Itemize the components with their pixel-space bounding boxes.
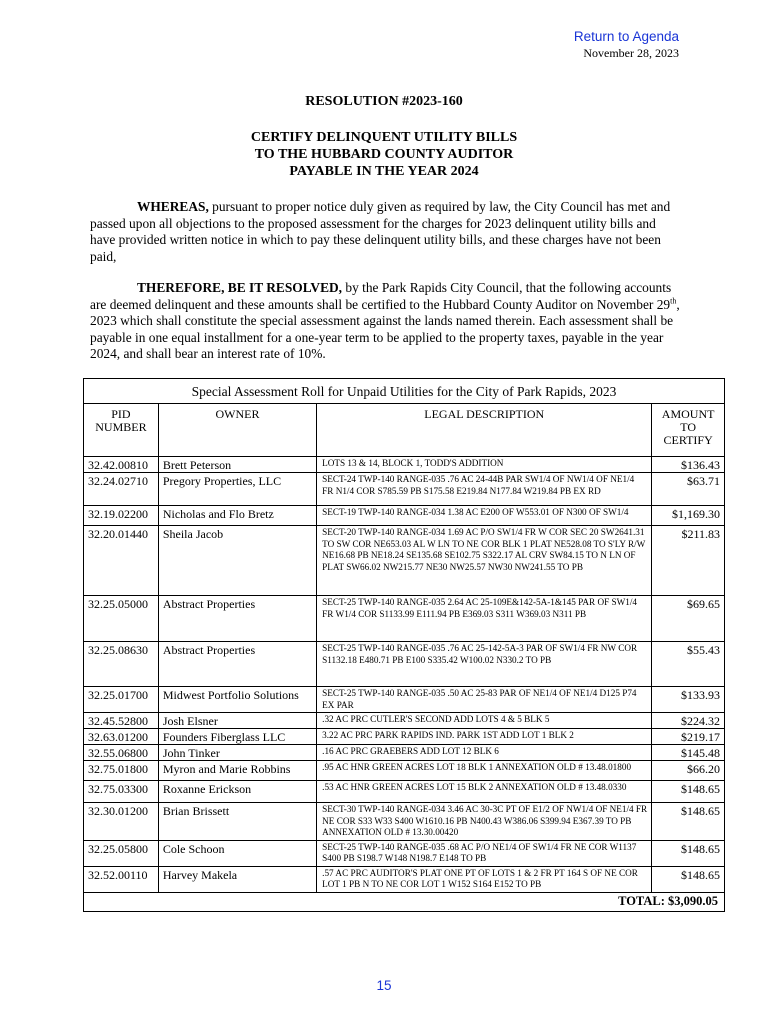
owner-cell: Brett Peterson (158, 457, 316, 473)
pid-cell: 32.75.03300 (84, 781, 159, 803)
amount-cell: $66.20 (652, 761, 725, 781)
table-row (84, 803, 725, 841)
owner-cell: Myron and Marie Robbins (158, 761, 316, 781)
whereas-text: pursuant to proper notice duly given as required by law, the City Council has met and passed upon all objections to the proposed assessment for the charges for 2023 delinquent utility bills and have provided written notice in which to pay these delinquent utility bills, and these charges have not been paid, (90, 199, 671, 264)
page-number: 15 (376, 978, 392, 993)
pid-cell: 32.55.06800 (84, 745, 159, 761)
table-body (84, 457, 725, 893)
title-line-3: PAYABLE IN THE YEAR 2024 (289, 164, 479, 179)
table-row (84, 506, 725, 526)
header-owner: OWNER (158, 404, 316, 457)
date-superscript: th (670, 296, 677, 306)
legal-cell: SECT-25 TWP-140 RANGE-035 2.64 AC 25-109E&142-5A-1&145 PAR OF SW1/4 FR W1/4 COR S1133.99 E111.94 PB E369.03 S311 W369.03 N311 PB (317, 596, 652, 642)
title-line-2: TO THE HUBBARD COUNTY AUDITOR (254, 147, 514, 162)
legal-cell: .95 AC HNR GREEN ACRES LOT 18 BLK 1 ANNEXATION OLD # 13.48.01800 (317, 761, 652, 781)
pid-cell: 32.25.05000 (84, 596, 159, 642)
legal-cell: SECT-25 TWP-140 RANGE-035 .50 AC 25-83 PAR OF NE1/4 OF NE1/4 D125 P74 EX PAR (317, 687, 652, 713)
table-row (84, 781, 725, 803)
header-amount: AMOUNT TO CERTIFY (652, 404, 725, 457)
owner-cell: Abstract Properties (158, 642, 316, 687)
table-row (84, 457, 725, 473)
legal-cell: SECT-24 TWP-140 RANGE-035 .76 AC 24-44B PAR SW1/4 OF NW1/4 OF NE1/4 FR N1/4 COR S785.59 PB S175.58 E219.84 N177.84 W219.84 PB EX RD (317, 473, 652, 506)
pid-cell: 32.19.02200 (84, 506, 159, 526)
pid-cell: 32.20.01440 (84, 526, 159, 596)
legal-cell: LOTS 13 & 14, BLOCK 1, TODD'S ADDITION (317, 457, 652, 473)
legal-cell: .16 AC PRC GRAEBERS ADD LOT 12 BLK 6 (317, 745, 652, 761)
table-caption: Special Assessment Roll for Unpaid Utilities for the City of Park Rapids, 2023 (84, 379, 725, 404)
legal-cell: .57 AC PRC AUDITOR'S PLAT ONE PT OF LOTS 1 & 2 FR PT 164 S OF NE COR LOT 1 PB N TO NE COR LOT 1 W152 S164 E152 TO PB (317, 866, 652, 892)
owner-cell: Midwest Portfolio Solutions (158, 687, 316, 713)
return-to-agenda-link[interactable]: Return to Agenda (573, 29, 679, 44)
amount-cell: $148.65 (652, 803, 725, 841)
owner-cell: Founders Fiberglass LLC (158, 729, 316, 745)
table-row (84, 473, 725, 506)
legal-cell: 3.22 AC PRC PARK RAPIDS IND. PARK 1ST ADD LOT 1 BLK 2 (317, 729, 652, 745)
amount-cell: $219.17 (652, 729, 725, 745)
pid-cell: 32.75.01800 (84, 761, 159, 781)
table-total: TOTAL: $3,090.05 (84, 892, 725, 911)
pid-cell: 32.25.05800 (84, 840, 159, 866)
owner-cell: Josh Elsner (158, 713, 316, 729)
amount-cell: $69.65 (652, 596, 725, 642)
pid-cell: 32.30.01200 (84, 803, 159, 841)
amount-cell: $55.43 (652, 642, 725, 687)
legal-cell: SECT-19 TWP-140 RANGE-034 1.38 AC E200 OF W553.01 OF N300 OF SW1/4 (317, 506, 652, 526)
title-line-1: CERTIFY DELINQUENT UTILITY BILLS (250, 130, 518, 145)
owner-cell: Pregory Properties, LLC (158, 473, 316, 506)
therefore-paragraph (90, 280, 680, 363)
resolution-number: RESOLUTION #2023-160 (305, 94, 463, 109)
header-legal: LEGAL DESCRIPTION (317, 404, 652, 457)
legal-cell: SECT-25 TWP-140 RANGE-035 .68 AC P/O NE1/4 OF SW1/4 FR NE COR W1137 S400 PB S198.7 W148 N198.7 E148 TO PB (317, 840, 652, 866)
table-row (84, 840, 725, 866)
therefore-text-b: , 2023 which shall constitute the special assessment against the lands named therein. Each assessment shall be payable in one equal installment for a one-year term to be applied to the property taxes, payable in the year 2024, and shall bear an interest rate of 10%. (90, 296, 680, 361)
amount-cell: $136.43 (652, 457, 725, 473)
pid-cell: 32.63.01200 (84, 729, 159, 745)
whereas-paragraph (90, 199, 680, 265)
amount-cell: $63.71 (652, 473, 725, 506)
legal-cell: .32 AC PRC CUTLER'S SECOND ADD LOTS 4 & 5 BLK 5 (317, 713, 652, 729)
table-row (84, 713, 725, 729)
pid-cell: 32.25.01700 (84, 687, 159, 713)
header-pid: PID NUMBER (84, 404, 159, 457)
amount-cell: $148.65 (652, 781, 725, 803)
amount-cell: $148.65 (652, 866, 725, 892)
pid-cell: 32.42.00810 (84, 457, 159, 473)
document-date: November 28, 2023 (583, 46, 679, 60)
amount-cell: $1,169.30 (652, 506, 725, 526)
owner-cell: Brian Brissett (158, 803, 316, 841)
therefore-text-a: by the Park Rapids City Council, that the following accounts are deemed delinquent and these amounts shall be certified to the Hubbard County Auditor on November 29 (90, 280, 672, 312)
table-row (84, 761, 725, 781)
table-row (84, 729, 725, 745)
amount-cell: $211.83 (652, 526, 725, 596)
legal-cell: SECT-30 TWP-140 RANGE-034 3.46 AC 30-3C PT OF E1/2 OF NW1/4 OF NE1/4 FR NE COR S33 W33 S400 W1610.16 PB N400.43 W386.06 S399.94 E367.39 TO PB ANNEXATION OLD # 13.30.00420 (317, 803, 652, 841)
table-row (84, 596, 725, 642)
legal-cell: .53 AC HNR GREEN ACRES LOT 15 BLK 2 ANNEXATION OLD # 13.48.0330 (317, 781, 652, 803)
table-row (84, 687, 725, 713)
legal-cell: SECT-20 TWP-140 RANGE-034 1.69 AC P/O SW1/4 FR W COR SEC 20 SW2641.31 TO SW COR NE653.03 AL W LN TO NE COR BLK 1 PLAT NE528.08 TO S'LY R/W NE16.68 PB NE18.24 SE135.68 SE102.75 S322.17 AL CRV SW84.15 TO N LN OF PLAT SW66.02 NW215.77 NE30 NW25.57 NW30 NW241.55 TO PB (317, 526, 652, 596)
owner-cell: Roxanne Erickson (158, 781, 316, 803)
owner-cell: Sheila Jacob (158, 526, 316, 596)
table-row (84, 745, 725, 761)
legal-cell: SECT-25 TWP-140 RANGE-035 .76 AC 25-142-5A-3 PAR OF SW1/4 FR NW COR S1132.18 E480.71 PB E100 S335.42 W100.02 N330.2 TO PB (317, 642, 652, 687)
pid-cell: 32.52.00110 (84, 866, 159, 892)
table-row (84, 642, 725, 687)
amount-cell: $133.93 (652, 687, 725, 713)
owner-cell: John Tinker (158, 745, 316, 761)
amount-cell: $148.65 (652, 840, 725, 866)
owner-cell: Cole Schoon (158, 840, 316, 866)
table-row (84, 526, 725, 596)
pid-cell: 32.25.08630 (84, 642, 159, 687)
assessment-roll-table (83, 378, 725, 912)
amount-cell: $224.32 (652, 713, 725, 729)
owner-cell: Nicholas and Flo Bretz (158, 506, 316, 526)
pid-cell: 32.45.52800 (84, 713, 159, 729)
amount-cell: $145.48 (652, 745, 725, 761)
pid-cell: 32.24.02710 (84, 473, 159, 506)
table-row (84, 866, 725, 892)
therefore-lead: THEREFORE, BE IT RESOLVED, (137, 280, 343, 295)
owner-cell: Abstract Properties (158, 596, 316, 642)
owner-cell: Harvey Makela (158, 866, 316, 892)
whereas-lead: WHEREAS, (137, 199, 209, 214)
